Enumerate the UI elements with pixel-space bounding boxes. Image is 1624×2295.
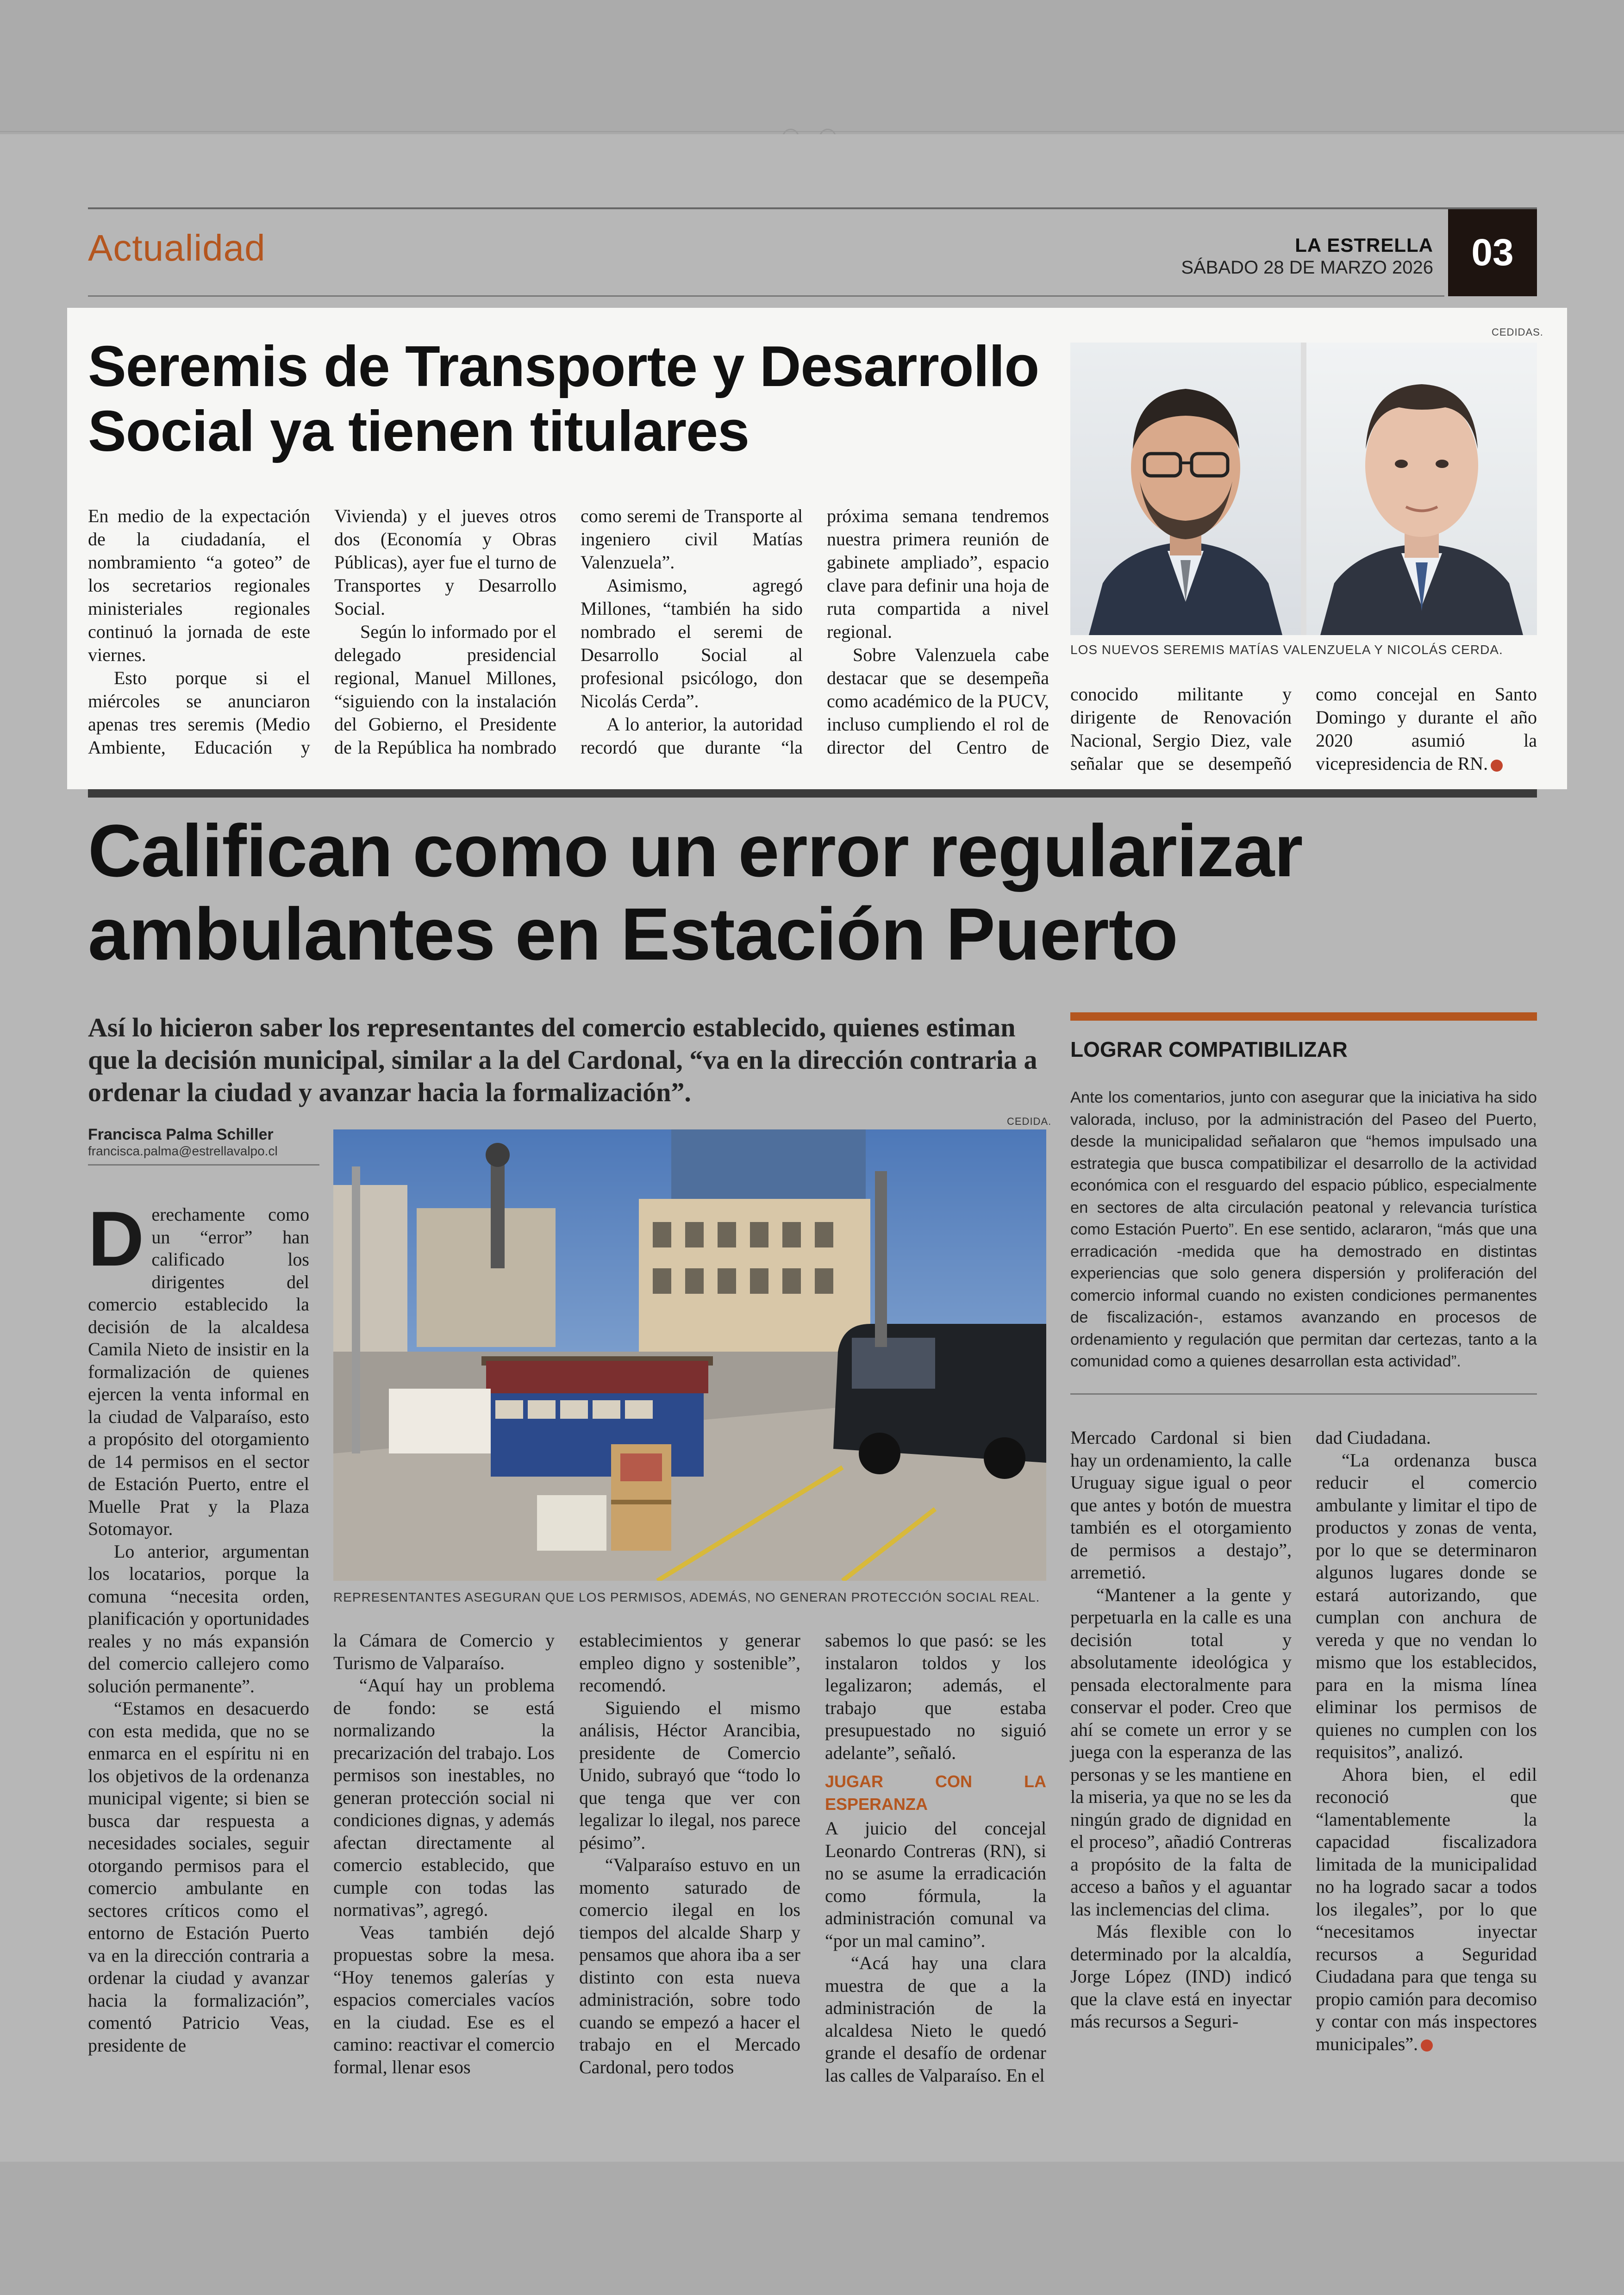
article-2-column-5 [1070, 1427, 1292, 2033]
article-1-body [88, 505, 1049, 778]
paragraph: Esto porque si el miércoles se anunciaron apenas tres seremis (Medio Ambiente, Educación y Vivienda) y el jueves otros dos (Economía y Obras Públicas), ayer fue el turno de Transportes y Desarrollo Social. [88, 505, 556, 758]
paragraph: Veas también dejó propuestas sobre la mesa. “Hoy tenemos galerías y espacios comerciales vacíos en la ciudad. Ese es el camino: reactivar el comercio formal, llenar esos [333, 1921, 555, 2077]
paragraph: “Valparaíso estuvo en un momento saturado de comercio ilegal en los tiempos del alcalde Sharp y pensamos que ahora iba a ser distinto con esta nueva administración, sobre todo cuando se empezó a hacer el trabajo en el Mercado Cardonal, pero todos [579, 1854, 800, 2077]
paragraph: “La ordenanza busca reducir el comercio ambulante y limitar el tipo de productos y zonas de venta, por lo que se determinaron algunos lugares donde se estará autorizando, que cumplan con anchura de vereda y que no vendan lo mismo que los establecidos, para en la misma línea eliminar los permisos de quienes no cumplen con los requisitos”, analizó. [1316, 1449, 1537, 1762]
sidebar-text: Ante los comentarios, junto con asegurar que la iniciativa ha sido valorada, incluso, por la administración del Paseo del Puerto, desde la municipalidad señalaron que “hemos impulsado una estrategia que busca compatibilizar el desarrollo de la actividad económica con el resguardo del espacio público, especialmente en sectores de alta circulación peatonal y relevancia turística como Estación Puerto”. En ese sentido, aclararon, “más que una erradicación -medida que ha demostrado en distintas experiencias que solo genera dispersión y proliferación del comercio informal cuando no existen condiciones permanentes de fiscalización-, estamos avanzando en procesos de ordenamiento y regulación que permitan dar certezas, tanto a la comunidad como a quienes desarrollan esta actividad”. [1070, 1089, 1537, 1370]
paragraph: Lo anterior, argumentan los locatarios, porque la comuna “necesita orden, planificación y oportunidades reales y no más expansión del comercio callejero como solución permanente”. [88, 1540, 309, 1696]
paragraph: Sobre Valenzuela cabe destacar que se desempeña como académico de la PUCV, incluso cumpliendo el rol de director del Centro de [827, 644, 1049, 758]
paragraph: establecimientos y generar empleo digno y sostenible”, recomendó. [579, 1630, 800, 1696]
author-name: Francisca Palma Schiller [88, 1126, 274, 1143]
end-mark-icon [1491, 760, 1503, 772]
paragraph: “Mantener a la gente y perpetuarla en la calle es una decisión total y absolutamente ideológica y pensada electoralmente para conservar el poder. Creo que ahí se comete un error y se juega con la esperanza de las personas y se les mantiene en la miseria, ya que no se les da ningún grado de dignidad en el proceso”, añadió Contreras a propósito de la falta de acceso a baños y el aguantar las inclemencias del clima. [1070, 1584, 1292, 1920]
viewer-top-area [0, 0, 1624, 132]
paragraph: Ahora bien, el edil reconoció que “lamentablemente la capacidad fiscalizadora limitada de la municipalidad no ha logrado sacar a todos los ilegales”, por lo que “necesitamos inyectar recursos a Seguridad Ciudadana para que tenga su propio camión para decomiso y contar con más inspectores municipales”. [1316, 1764, 1537, 2054]
paragraph: dad Ciudadana. [1316, 1427, 1431, 1448]
issue-date: SÁBADO 28 DE MARZO 2026 [1181, 257, 1433, 278]
paragraph: “Acá hay una clara muestra de que a la administración de la alcaldesa Nieto le quedó grande el desafío de ordenar las calles de Valparaíso. En el [825, 1952, 1046, 2086]
paragraph: Derechamente como un “error” han calificado los dirigentes del comercio establecido la decisión de la alcaldesa Camila Nieto de insistir en la formalización de quienes ejercen la venta informal en la ciudad de Valparaíso, esto a propósito del otorgamiento de 14 permisos en el sector de Estación Puerto, entre el Muelle Prat y la Plaza Sotomayor. [88, 1195, 309, 1539]
paragraph: Mercado Cardonal si bien hay un ordenamiento, la calle Uruguay sigue igual o peor que antes y botón de muestra también es el otorgamiento de permisos a destajo”, arremetió. [1070, 1427, 1292, 1583]
sidebar-accent-rule [1070, 1012, 1537, 1021]
portrait-nicolas-cerda [1306, 343, 1537, 635]
photo-caption: LOS NUEVOS SEREMIS MATÍAS VALENZUELA Y NICOLÁS CERDA. [1070, 642, 1503, 657]
article-1-photo [1070, 343, 1537, 635]
article-1-body-continued [1070, 683, 1537, 785]
masthead [1181, 234, 1433, 278]
article-2-column-4 [825, 1629, 1046, 2087]
sidebar-title: LOGRAR COMPATIBILIZAR [1070, 1037, 1348, 1061]
article-2-headline: Califican como un error regularizar ambulantes en Estación Puerto [88, 809, 1303, 975]
author-email: francisca.palma@estrellavalpo.cl [88, 1144, 278, 1158]
article-2-deck: Así lo hicieron saber los representantes del comercio establecido, quienes estiman que la decisión municipal, similar a la del Cardonal, “va en la dirección contraria a ordenar la ciudad y avanzar hacia la formalización”. [88, 1012, 1037, 1107]
article-2-photo [333, 1129, 1046, 1581]
portrait-matias-valenzuela [1070, 343, 1301, 635]
paragraph: “Estamos en desacuerdo con esta medida, que no se enmarca en el espíritu ni en los objetivos de la ordenanza municipal vigente; si bien se busca dar respuesta a necesidades sociales, seguir otorgando permisos para el comercio ambulante en sectores críticos como el entorno de Estación Puerto va en la dirección contraria a ordenar la ciudad y avanzar hacia la formalización”, comentó Patricio Veas, presidente de [88, 1698, 309, 2056]
paragraph: la Cámara de Comercio y Turismo de Valparaíso. [333, 1630, 555, 1673]
paragraph: sabemos lo que pasó: se les instalaron toldos y los legalizaron; además, el trabajo que estaba presupuestado no siguió adelante”, señaló. [825, 1630, 1046, 1763]
photo-credit: CEDIDAS. [1492, 326, 1543, 338]
section-title: Actualidad [88, 227, 266, 268]
article-1-headline: Seremis de Transporte y Desarrollo Social ya tienen titulares [88, 335, 1039, 463]
article-divider [88, 789, 1537, 798]
subheading: JUGAR CON LA ESPERANZA [825, 1772, 1046, 1814]
header-rule [88, 207, 1537, 209]
paragraph: A juicio del concejal Leonardo Contreras (RN), si no se asume la erradicación como fórmula, la administración comunal va “por un mal camino”. [825, 1818, 1046, 1951]
paragraph: En medio de la expectación de la ciudadanía, el nombramiento “a goteo” de los secretarios regionales ministeriales regionales continuó la jornada de este viernes. [88, 505, 310, 665]
photo-caption: REPRESENTANTES ASEGURAN QUE LOS PERMISOS, ADEMÁS, NO GENERAN PROTECCIÓN SOCIAL REAL. [333, 1590, 1040, 1604]
paragraph: conocido militante y dirigente de Renovación Nacional, Sergio Diez, vale señalar que se desempeñó como concejal en Santo Domingo y durante el año 2020 asumió la vicepresidencia de RN. [1070, 684, 1537, 774]
article-2-column-3 [579, 1629, 800, 2078]
drop-cap: D [88, 1195, 144, 1282]
header-bottom-rule [88, 295, 1444, 297]
paragraph: A lo anterior, la autoridad recordó que durante “la próxima semana tendremos nuestra primera reunión de gabinete ampliado”, espacio clave para definir una hoja de ruta compartida a nivel regional. [581, 505, 1049, 758]
paragraph: “Aquí hay un problema de fondo: se está normalizando la precarización del trabajo. Los permisos son inestables, no generan protección social ni condiciones dignas, y además afectan directamente al comercio establecido, que cumple con todas las normativas”, agregó. [333, 1675, 555, 1920]
newspaper-brand: LA ESTRELLA [1295, 234, 1433, 256]
paragraph: Siguiendo el mismo análisis, Héctor Arancibia, presidente de Comercio Unido, subrayó que “todo lo que tenga que ver con legalizar lo ilegal, nos parece pésimo”. [579, 1697, 800, 1853]
article-2-column-1 [88, 1195, 309, 2057]
byline-rule [88, 1164, 319, 1166]
end-mark-icon [1421, 2039, 1433, 2052]
photo-credit: CEDIDA. [1007, 1116, 1052, 1127]
paragraph: Según lo informado por el delegado presidencial regional, Manuel Millones, “siguiendo con la instalación del Gobierno, el Presidente de la República ha nombrado como seremi de Transporte al ingeniero civil Matías Valenzuela”. [334, 505, 803, 758]
paragraph: Más flexible con lo determinado por la alcaldía, Jorge López (IND) indicó que la clave está en inyectar más recursos a Seguri- [1070, 1921, 1292, 2032]
byline [88, 1126, 319, 1166]
sidebar-bottom-rule [1070, 1393, 1537, 1395]
article-2-column-6 [1316, 1427, 1537, 2055]
paragraph: Asimismo, agregó Millones, “también ha sido nombrado el seremi de Desarrollo Social al profesional psicólogo, don Nicolás Cerda”. [581, 575, 803, 711]
viewer-bottom-area [0, 2162, 1624, 2295]
article-2-column-2 [333, 1629, 555, 2078]
page-number: 03 [1448, 209, 1537, 296]
